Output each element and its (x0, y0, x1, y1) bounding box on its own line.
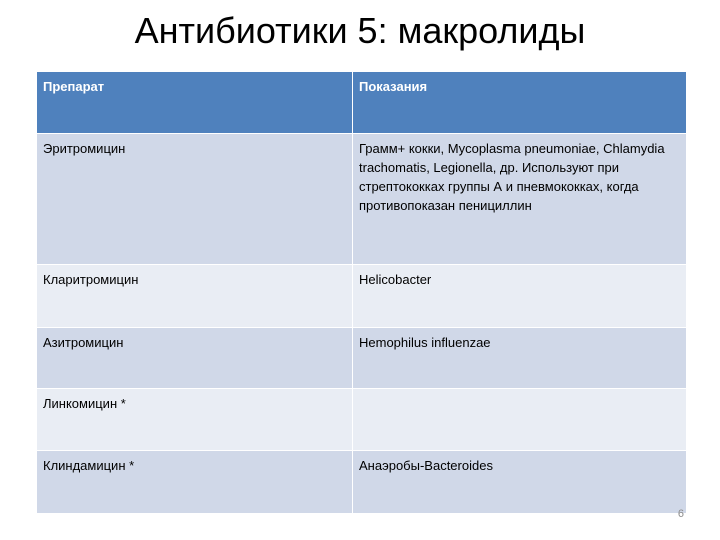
drug-cell: Линкомицин * (37, 389, 353, 451)
header-drug: Препарат (37, 72, 353, 134)
indication-cell (353, 389, 687, 451)
drug-cell: Кларитромицин (37, 265, 353, 328)
table-row (37, 134, 687, 265)
antibiotics-table (36, 71, 687, 514)
table-row (37, 389, 687, 451)
table-row (37, 328, 687, 389)
indication-cell: Helicobacter (353, 265, 687, 328)
indication-cell: Анаэробы-Bacteroides (353, 451, 687, 514)
drug-cell: Азитромицин (37, 328, 353, 389)
table-row (37, 265, 687, 328)
header-indications: Показания (353, 72, 687, 134)
drug-cell: Эритромицин (37, 134, 353, 265)
indication-cell: Грамм+ кокки, Mycoplasma pneumoniae, Chlamydia trachomatis, Legionella, др. Используют при стрептококках группы А и пневмококках, когда противопоказан пенициллин (353, 134, 687, 265)
page-number: 6 (677, 508, 684, 520)
table-row (37, 451, 687, 514)
table-header-row (37, 72, 687, 134)
drug-cell: Клиндамицин * (37, 451, 353, 514)
indication-cell: Hemophilus influenzae (353, 328, 687, 389)
slide-title: Антибиотики 5: макролиды (134, 10, 586, 51)
